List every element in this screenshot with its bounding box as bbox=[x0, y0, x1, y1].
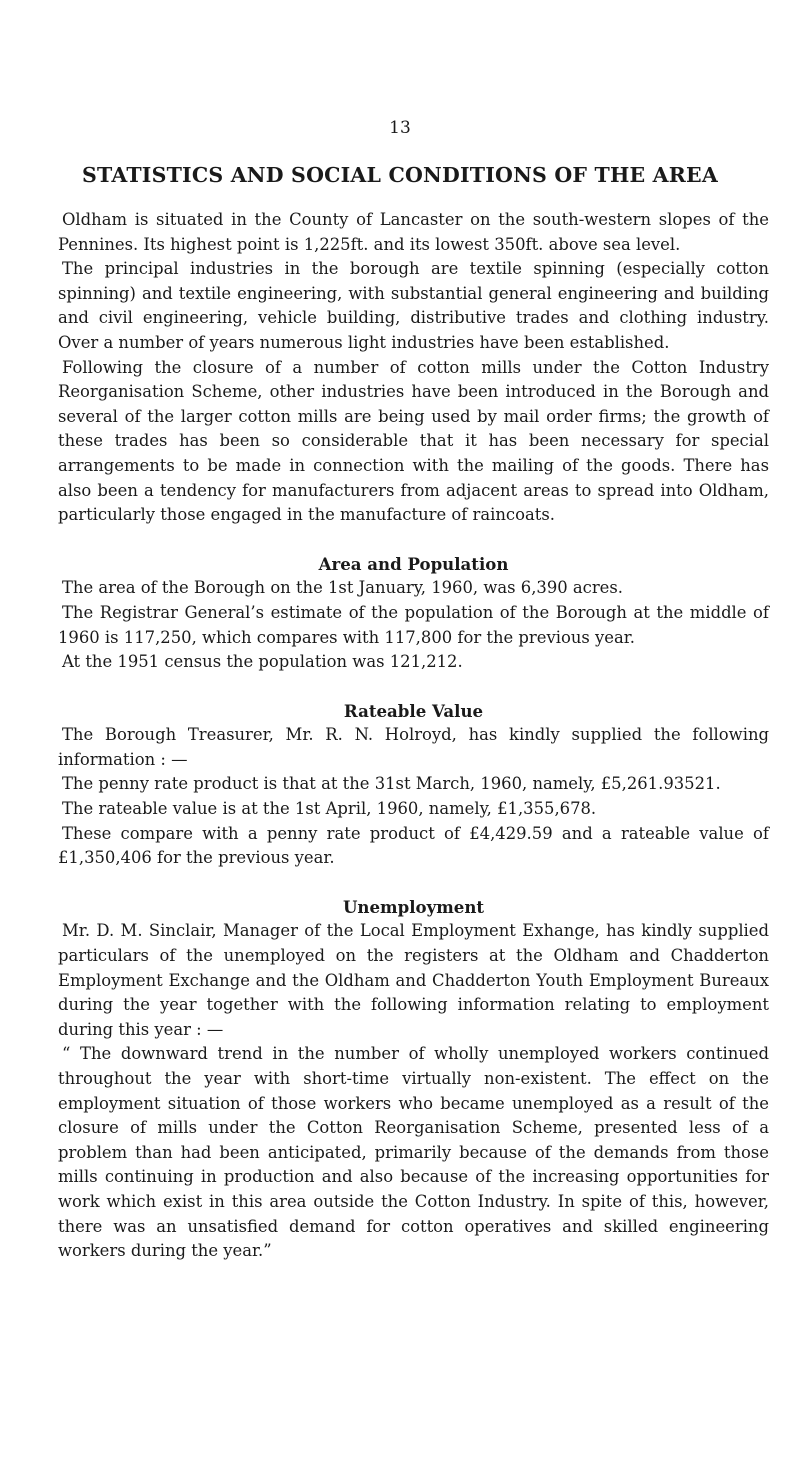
area-population-section bbox=[58, 552, 769, 675]
section-heading-area-population: Area and Population bbox=[318, 553, 509, 574]
paragraph-comparison: These compare with a penny rate product of £4,429.59 and a rateable value of £1,350,406 for the previous year. bbox=[58, 823, 769, 868]
paragraph-mill-closures: Following the closure of a number of cotton mills under the Cotton Industry Reorganisation Scheme, other industries have been introduced in the Borough and several of the larger cotton mills are being used by mail order firms; the growth of these trades has been so considerable that it has been necessary for special arrangements to be made in connection with the mailing of the goods. There has also been a tendency for manufacturers from adjacent areas to spread into Oldham, particularly those engaged in the manufacture of raincoats. bbox=[58, 357, 769, 525]
paragraph-penny-rate: The penny rate product is that at the 31st March, 1960, namely, £5,261.93521. bbox=[62, 774, 721, 794]
page-number: 13 bbox=[389, 118, 411, 138]
paragraph-treasurer: The Borough Treasurer, Mr. R. N. Holroyd, has kindly supplied the following information : — bbox=[58, 725, 769, 769]
paragraph-rateable-value: The rateable value is at the 1st April, 1960, namely, £1,355,678. bbox=[62, 799, 597, 819]
document-body bbox=[58, 208, 769, 1264]
paragraph-location: Oldham is situated in the County of Lancaster on the south-western slopes of the Pennines. Its highest point is 1,225ft. and its lowest 350ft. above sea level. bbox=[58, 210, 769, 254]
paragraph-area: The area of the Borough on the 1st January, 1960, was 6,390 acres. bbox=[62, 578, 624, 598]
rateable-value-section bbox=[58, 699, 769, 871]
page-title: STATISTICS AND SOCIAL CONDITIONS OF THE AREA bbox=[82, 163, 718, 187]
paragraph-census: At the 1951 census the population was 121,212. bbox=[62, 652, 463, 672]
section-heading-unemployment: Unemployment bbox=[342, 896, 485, 917]
paragraph-employment-quote: “ The downward trend in the number of wholly unemployed workers continued throughout the year with short-time virtually non-existent. The effect on the employment situation of those workers who became unemployed as a result of the closure of mills under the Cotton Reorganisation Scheme, presented less of a problem than had been anticipated, primarily because of the demands from those mills continuing in production and also because of the increasing opportunities for work which exist in this area outside the Cotton Industry. In spite of this, however, there was an unsatisfied demand for cotton operatives and skilled engineering workers during the year.” bbox=[58, 1044, 769, 1261]
paragraph-population-estimate: The Registrar General’s estimate of the population of the Borough at the middle of 1960 is 117,250, which compares with 117,800 for the previous year. bbox=[58, 602, 769, 647]
intro-section bbox=[58, 208, 769, 528]
unemployment-section bbox=[58, 895, 769, 1264]
paragraph-industries: The principal industries in the borough are textile spinning (especially cotton spinning) and textile engineering, with substantial general engineering and building and civil engineering, vehicle building, distributive trades and clothing industry. Over a number of years numerous light industries have been established. bbox=[58, 259, 769, 352]
paragraph-employment-exchange: Mr. D. M. Sinclair, Manager of the Local Employment Exhange, has kindly supplied particulars of the unemployed on the registers at the Oldham and Chadderton Employment Exchange and the Oldham and Chadderton Youth Employment Bureaux during the year together with the following information relating to employment during this year : — bbox=[58, 921, 769, 1039]
section-heading-rateable-value: Rateable Value bbox=[343, 700, 484, 721]
